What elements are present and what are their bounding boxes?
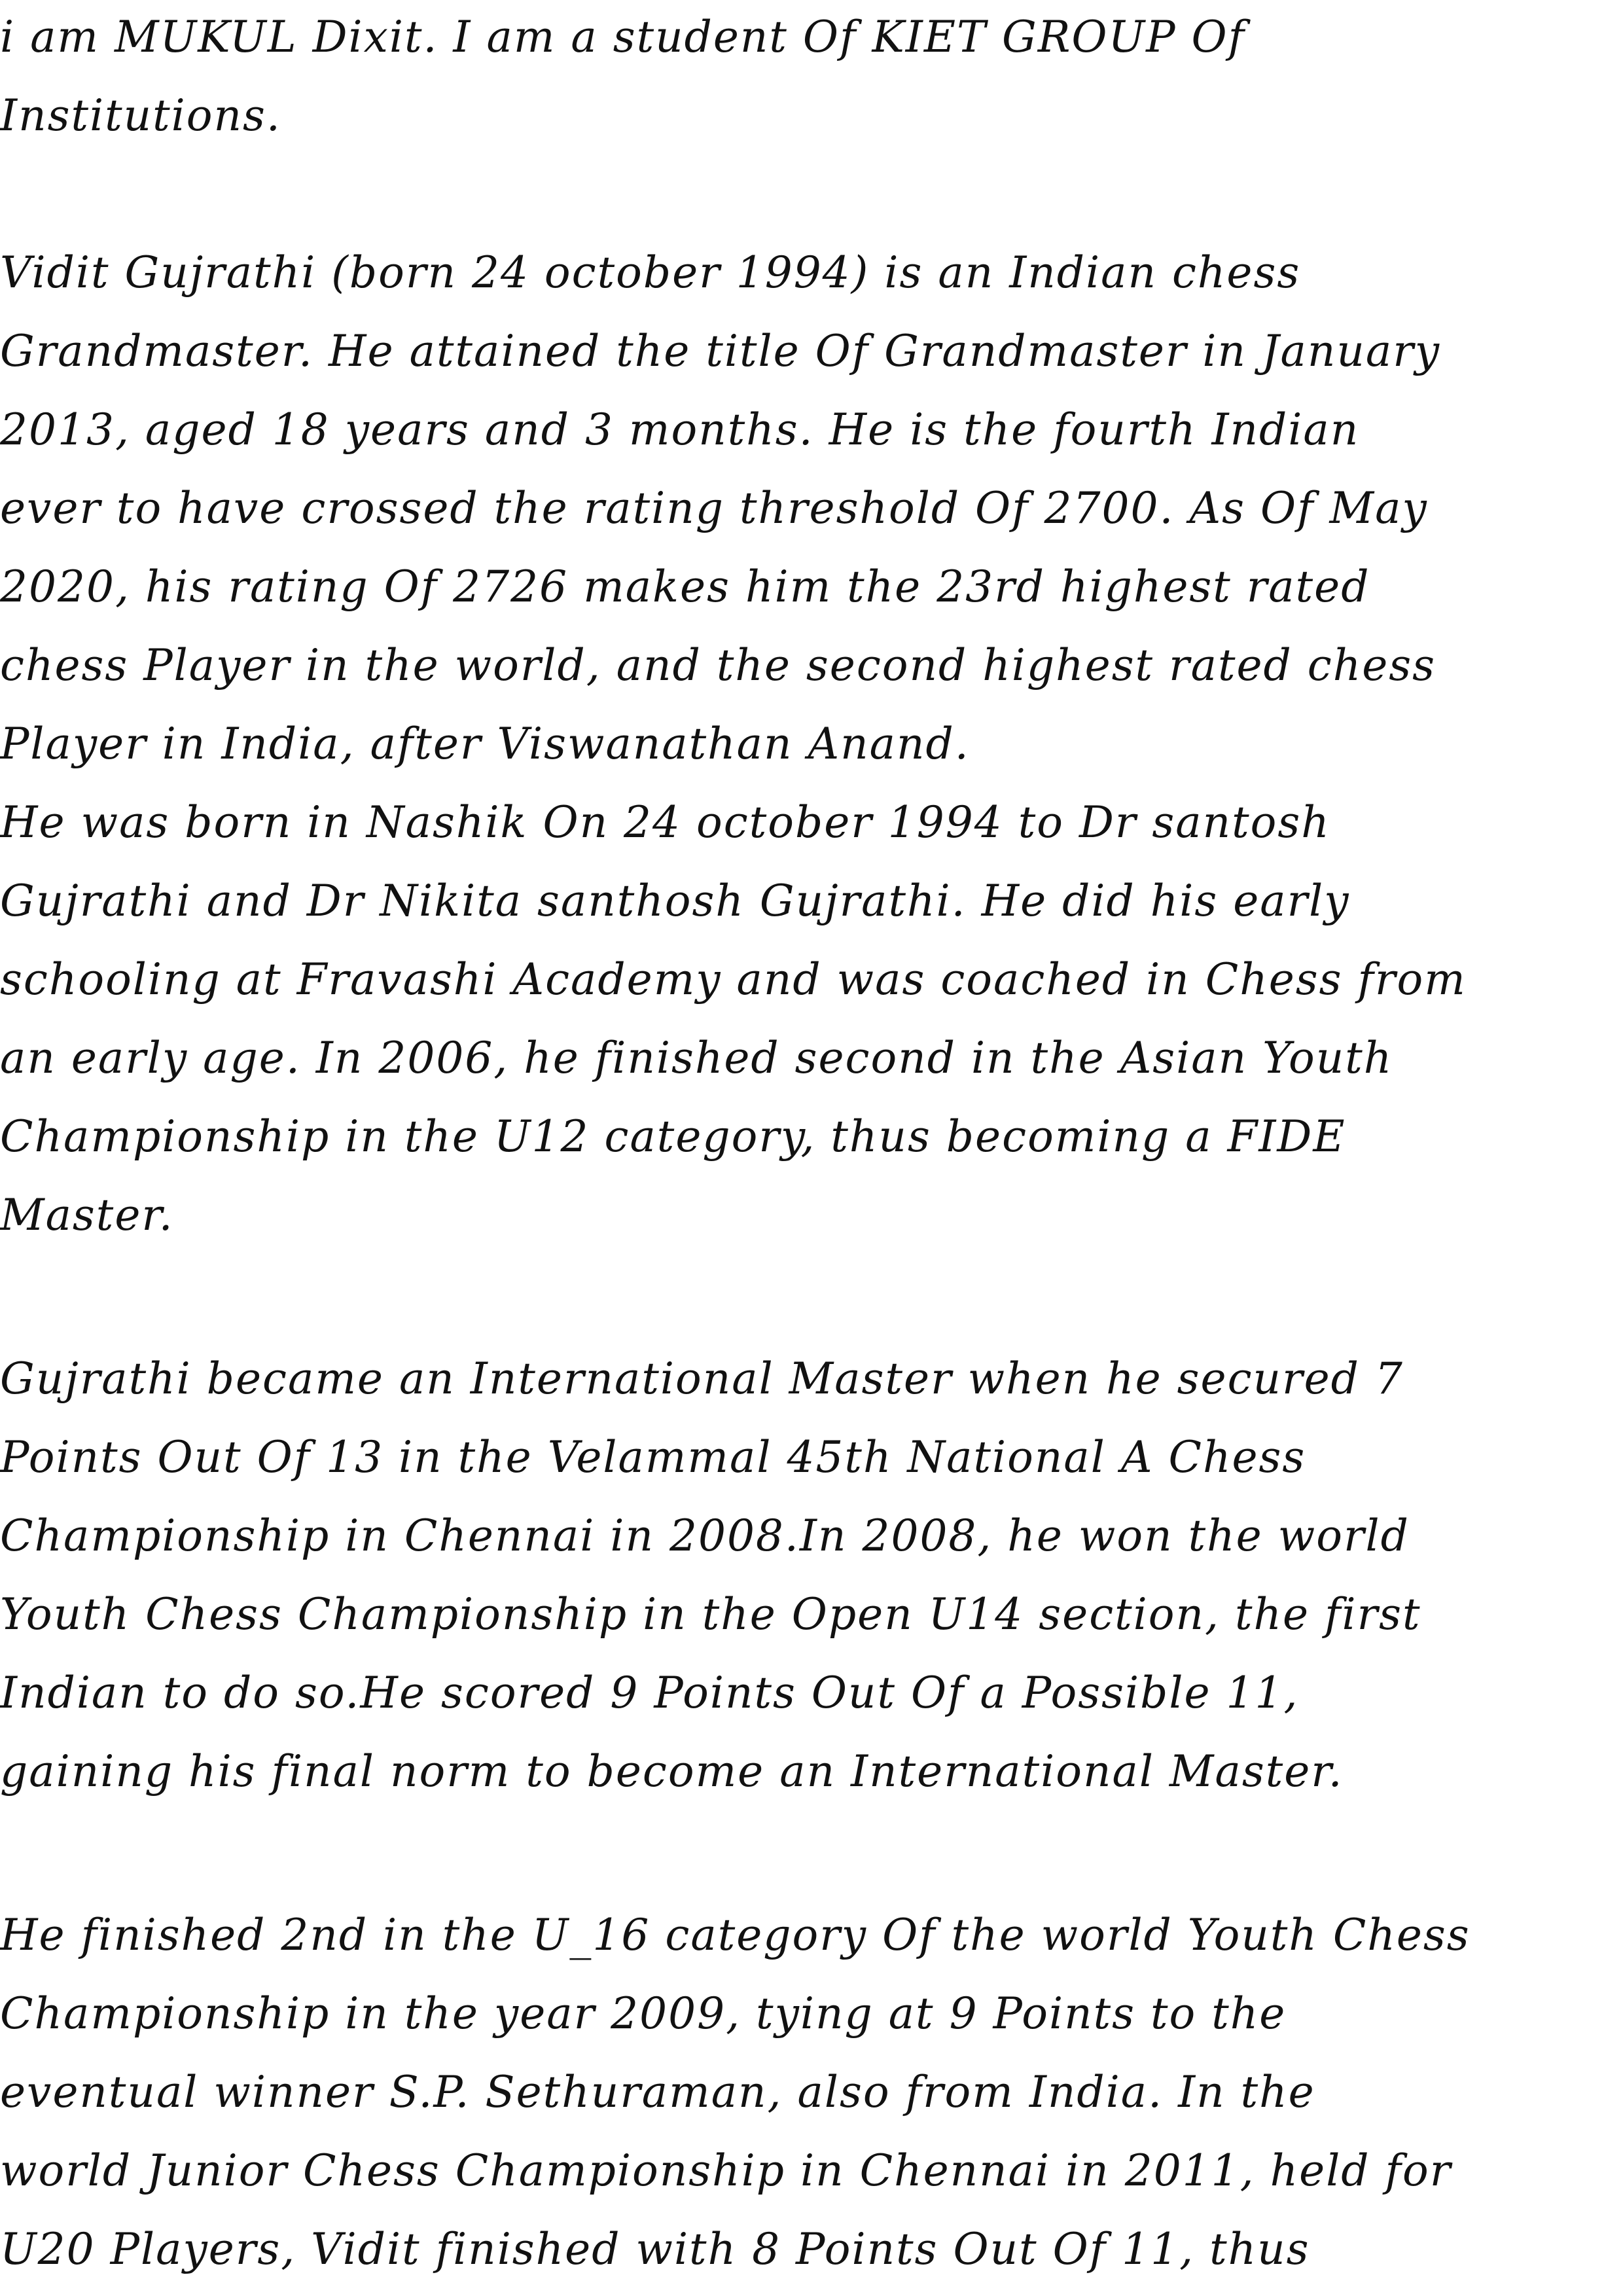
text-line: Institutions.: [0, 90, 281, 141]
text-line: He finished 2nd in the U_16 category Of the world Youth Chess: [0, 1910, 1471, 1960]
text-line: an early age. In 2006, he finished second in the Asian Youth: [0, 1033, 1393, 1083]
text-line: 2020, his rating Of 2726 makes him the 23rd highest rated: [0, 562, 1370, 612]
text-line: i am MUKUL Dixit. I am a student Of KIET GROUP Of: [0, 12, 1246, 62]
text-line: Championship in the U12 category, thus becoming a FIDE: [0, 1111, 1346, 1162]
text-line: Player in India, after Viswanathan Anand.: [0, 719, 970, 769]
text-line: Youth Chess Championship in the Open U14 section, the first: [0, 1589, 1421, 1640]
text-line: eventual winner S.P. Sethuraman, also from India. In the: [0, 2067, 1315, 2117]
text-line: Vidit Gujrathi (born 24 october 1994) is an Indian chess: [0, 247, 1301, 298]
text-line: U20 Players, Vidit finished with 8 Points Out Of 11, thus: [0, 2224, 1310, 2274]
text-line: ever to have crossed the rating threshold Of 2700. As Of May: [0, 483, 1428, 533]
text-line: chess Player in the world, and the second highest rated chess: [0, 640, 1436, 691]
text-line: Points Out Of 13 in the Velammal 45th National A Chess: [0, 1432, 1306, 1482]
text-line: He was born in Nashik On 24 october 1994 to Dr santosh: [0, 797, 1330, 848]
text-line: Championship in the year 2009, tying at 9 Points to the: [0, 1988, 1287, 2039]
text-line: gaining his final norm to become an International Master.: [0, 1746, 1344, 1797]
text-line: schooling at Fravashi Academy and was coached in Chess from: [0, 954, 1467, 1005]
text-line: Gujrathi and Dr Nikita santhosh Gujrathi. He did his early: [0, 876, 1350, 926]
text-line: world Junior Chess Championship in Chennai in 2011, held for: [0, 2145, 1452, 2196]
text-line: Gujrathi became an International Master when he secured 7: [0, 1354, 1404, 1404]
text-line: Championship in Chennai in 2008.In 2008, he won the world: [0, 1511, 1410, 1561]
text-line: Master.: [0, 1190, 174, 1240]
text-line: Grandmaster. He attained the title Of Grandmaster in January: [0, 326, 1441, 376]
text-line: Indian to do so.He scored 9 Points Out Of a Possible 11,: [0, 1668, 1299, 1718]
text-line: 2013, aged 18 years and 3 months. He is the fourth Indian: [0, 404, 1360, 455]
